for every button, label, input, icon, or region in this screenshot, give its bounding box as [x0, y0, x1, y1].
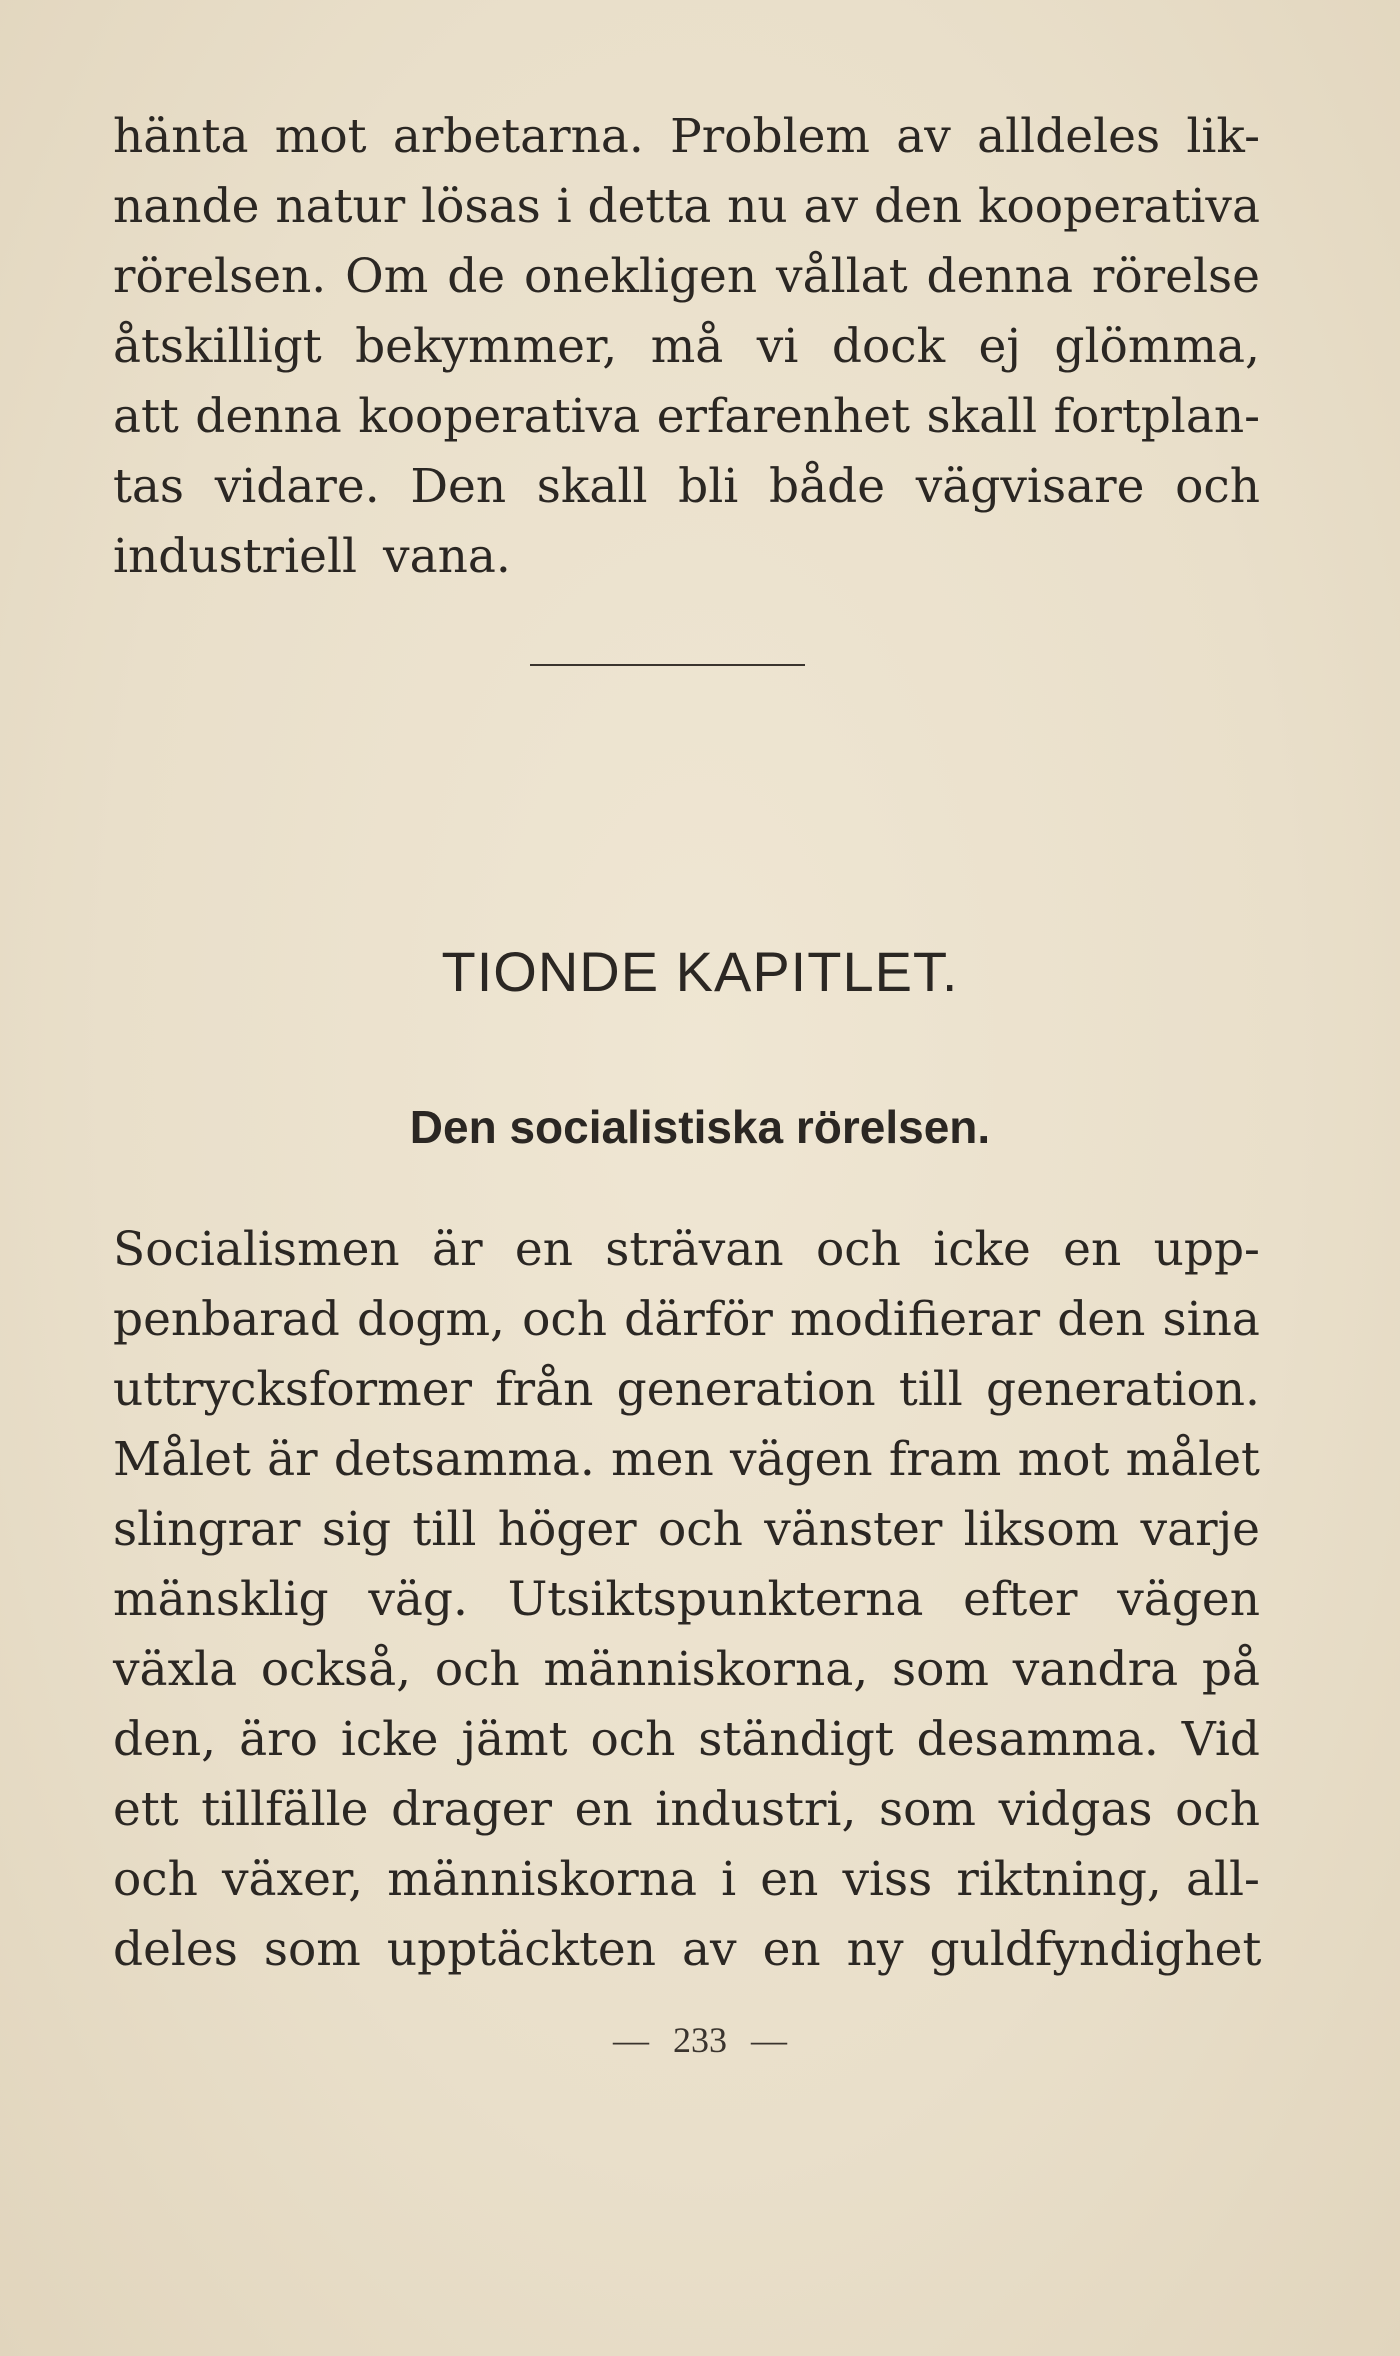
- word: bli: [678, 459, 739, 514]
- word: på: [1201, 1642, 1260, 1697]
- word: lösas: [421, 179, 541, 234]
- word: skall: [926, 389, 1038, 444]
- word: Socialismen: [113, 1222, 400, 1277]
- word: rörelse: [1091, 249, 1260, 304]
- word: Utsiktspunkterna: [507, 1572, 924, 1627]
- page-number: [0, 2015, 1400, 2065]
- word: Den: [410, 459, 507, 514]
- text-line: [113, 1635, 1260, 1705]
- word: Vid: [1181, 1712, 1260, 1767]
- text-line: [113, 242, 1260, 312]
- body-paragraph: [113, 1215, 1260, 1985]
- text-line: [113, 1705, 1260, 1775]
- word: mot: [274, 109, 367, 164]
- word: Målet: [113, 1432, 251, 1487]
- word: dogm,: [356, 1292, 505, 1347]
- text-line: [113, 522, 1260, 592]
- word: slingrar: [113, 1502, 301, 1557]
- word: ej: [978, 319, 1021, 374]
- word: generation.: [986, 1362, 1260, 1417]
- word: nu: [727, 179, 788, 234]
- word: modifierar: [789, 1292, 1041, 1347]
- word: och: [815, 1222, 901, 1277]
- word: jämt: [461, 1712, 568, 1767]
- word: mänsklig: [113, 1572, 329, 1627]
- text-line: [113, 1215, 1260, 1285]
- word: de: [447, 249, 506, 304]
- text-line: [113, 1495, 1260, 1565]
- text-line: [113, 382, 1260, 452]
- chapter-heading: TIONDE KAPITLET.: [441, 940, 959, 1003]
- word: är: [432, 1222, 483, 1277]
- page-number-right-dash: —: [751, 2020, 787, 2060]
- word: som: [263, 1922, 361, 1977]
- text-line: [113, 102, 1260, 172]
- word: vidgas: [998, 1782, 1153, 1837]
- word: också,: [260, 1642, 412, 1697]
- word: till: [898, 1362, 963, 1417]
- word: Om: [345, 249, 429, 304]
- word: rörelsen.: [113, 249, 327, 304]
- word: en: [762, 1922, 821, 1977]
- word: som: [891, 1642, 989, 1697]
- text-line: [113, 312, 1260, 382]
- word: därför: [624, 1292, 773, 1347]
- word: och: [657, 1502, 743, 1557]
- word: mot: [1017, 1432, 1110, 1487]
- word: och: [590, 1712, 676, 1767]
- text-line: [113, 1425, 1260, 1495]
- word: riktning,: [956, 1852, 1162, 1907]
- top-paragraph: [113, 102, 1260, 592]
- word: vandra: [1012, 1642, 1179, 1697]
- word: glömma,: [1054, 319, 1260, 374]
- word: bekymmer,: [355, 319, 618, 374]
- word: målet: [1125, 1432, 1260, 1487]
- word: viss: [842, 1852, 933, 1907]
- word: vållat: [776, 249, 908, 304]
- text-line: [113, 1355, 1260, 1425]
- text-line: [113, 1845, 1260, 1915]
- word: desamma.: [916, 1712, 1159, 1767]
- word: från: [495, 1362, 594, 1417]
- word: som: [879, 1782, 976, 1837]
- word: och: [522, 1292, 607, 1347]
- word: kooperativa: [358, 389, 641, 444]
- page-number-left-dash: —: [613, 2020, 649, 2060]
- word: av: [803, 179, 859, 234]
- word: en: [1063, 1222, 1122, 1277]
- section-title: Den socialistiska rörelsen.: [409, 1101, 991, 1153]
- word: och: [1175, 459, 1260, 514]
- word: människorna,: [543, 1642, 869, 1697]
- word: att: [113, 389, 179, 444]
- word: dock: [831, 319, 946, 374]
- page-number-value: 233: [673, 2020, 727, 2060]
- word: detta: [587, 179, 712, 234]
- word: och: [1175, 1782, 1260, 1837]
- word: kooperativa: [978, 179, 1260, 234]
- word: upptäckten: [386, 1922, 656, 1977]
- text-line: [113, 1915, 1260, 1985]
- word: strävan: [605, 1222, 784, 1277]
- word: vidare.: [214, 459, 380, 514]
- word: skall: [536, 459, 648, 514]
- text-line: [113, 1775, 1260, 1845]
- word: Problem: [670, 109, 870, 164]
- word: en: [760, 1852, 819, 1907]
- word: av: [682, 1922, 737, 1977]
- word: vi: [756, 319, 799, 374]
- word: onekligen: [524, 249, 758, 304]
- word: industriell: [113, 529, 358, 584]
- word: fram: [888, 1432, 1002, 1487]
- word: sina: [1162, 1292, 1260, 1347]
- word: må: [650, 319, 724, 374]
- word: varje: [1140, 1502, 1260, 1557]
- word: efter: [963, 1572, 1078, 1627]
- word: en: [514, 1222, 573, 1277]
- word: både: [769, 459, 886, 514]
- word: deles: [113, 1922, 238, 1977]
- word: ett: [113, 1782, 179, 1837]
- word: vänster: [764, 1502, 943, 1557]
- word: vägen: [729, 1432, 873, 1487]
- word: hänta: [113, 109, 249, 164]
- word: i: [556, 179, 572, 234]
- word: i: [721, 1852, 737, 1907]
- text-line: [113, 1565, 1260, 1635]
- word: ständigt: [698, 1712, 894, 1767]
- word: icke: [933, 1222, 1031, 1277]
- word: all-: [1185, 1852, 1260, 1907]
- word: upp-: [1153, 1222, 1260, 1277]
- section-divider: [530, 664, 805, 666]
- word: fortplan-: [1053, 389, 1260, 444]
- text-line: [113, 452, 1260, 522]
- word: industri,: [655, 1782, 857, 1837]
- word: liksom: [963, 1502, 1120, 1557]
- word: väg.: [368, 1572, 468, 1627]
- word: växla: [113, 1642, 238, 1697]
- word: människorna: [387, 1852, 698, 1907]
- word: åtskilligt: [113, 319, 322, 374]
- word: icke: [340, 1712, 439, 1767]
- word: tas: [113, 459, 185, 514]
- word: alldeles: [977, 109, 1161, 164]
- word: tillfälle: [201, 1782, 369, 1837]
- word: vägen: [1117, 1572, 1260, 1627]
- word: vägvisare: [915, 459, 1145, 514]
- word: äro: [239, 1712, 318, 1767]
- word: denna: [926, 249, 1073, 304]
- word: penbarad: [113, 1292, 340, 1347]
- word: drager: [391, 1782, 553, 1837]
- word: lik-: [1186, 109, 1260, 164]
- word: arbetarna.: [392, 109, 644, 164]
- word: guldfyndighet: [929, 1922, 1262, 1977]
- word: vana.: [383, 529, 511, 584]
- word: den: [1057, 1292, 1146, 1347]
- word: men: [611, 1432, 714, 1487]
- word: generation: [616, 1362, 876, 1417]
- word: är: [267, 1432, 318, 1487]
- word: den: [873, 179, 963, 234]
- text-line: [113, 1285, 1260, 1355]
- word: uttrycksformer: [113, 1362, 472, 1417]
- word: ny: [846, 1922, 904, 1977]
- text-line: [113, 172, 1260, 242]
- word: detsamma.: [333, 1432, 595, 1487]
- word: den,: [113, 1712, 217, 1767]
- word: en: [574, 1782, 633, 1837]
- word: och: [434, 1642, 520, 1697]
- word: till: [412, 1502, 477, 1557]
- word: denna: [195, 389, 342, 444]
- word: nande: [113, 179, 260, 234]
- word: av: [896, 109, 951, 164]
- word: natur: [275, 179, 406, 234]
- word: sig: [321, 1502, 392, 1557]
- word: växer,: [221, 1852, 364, 1907]
- word: erfarenhet: [656, 389, 910, 444]
- word: höger: [497, 1502, 637, 1557]
- word: och: [113, 1852, 198, 1907]
